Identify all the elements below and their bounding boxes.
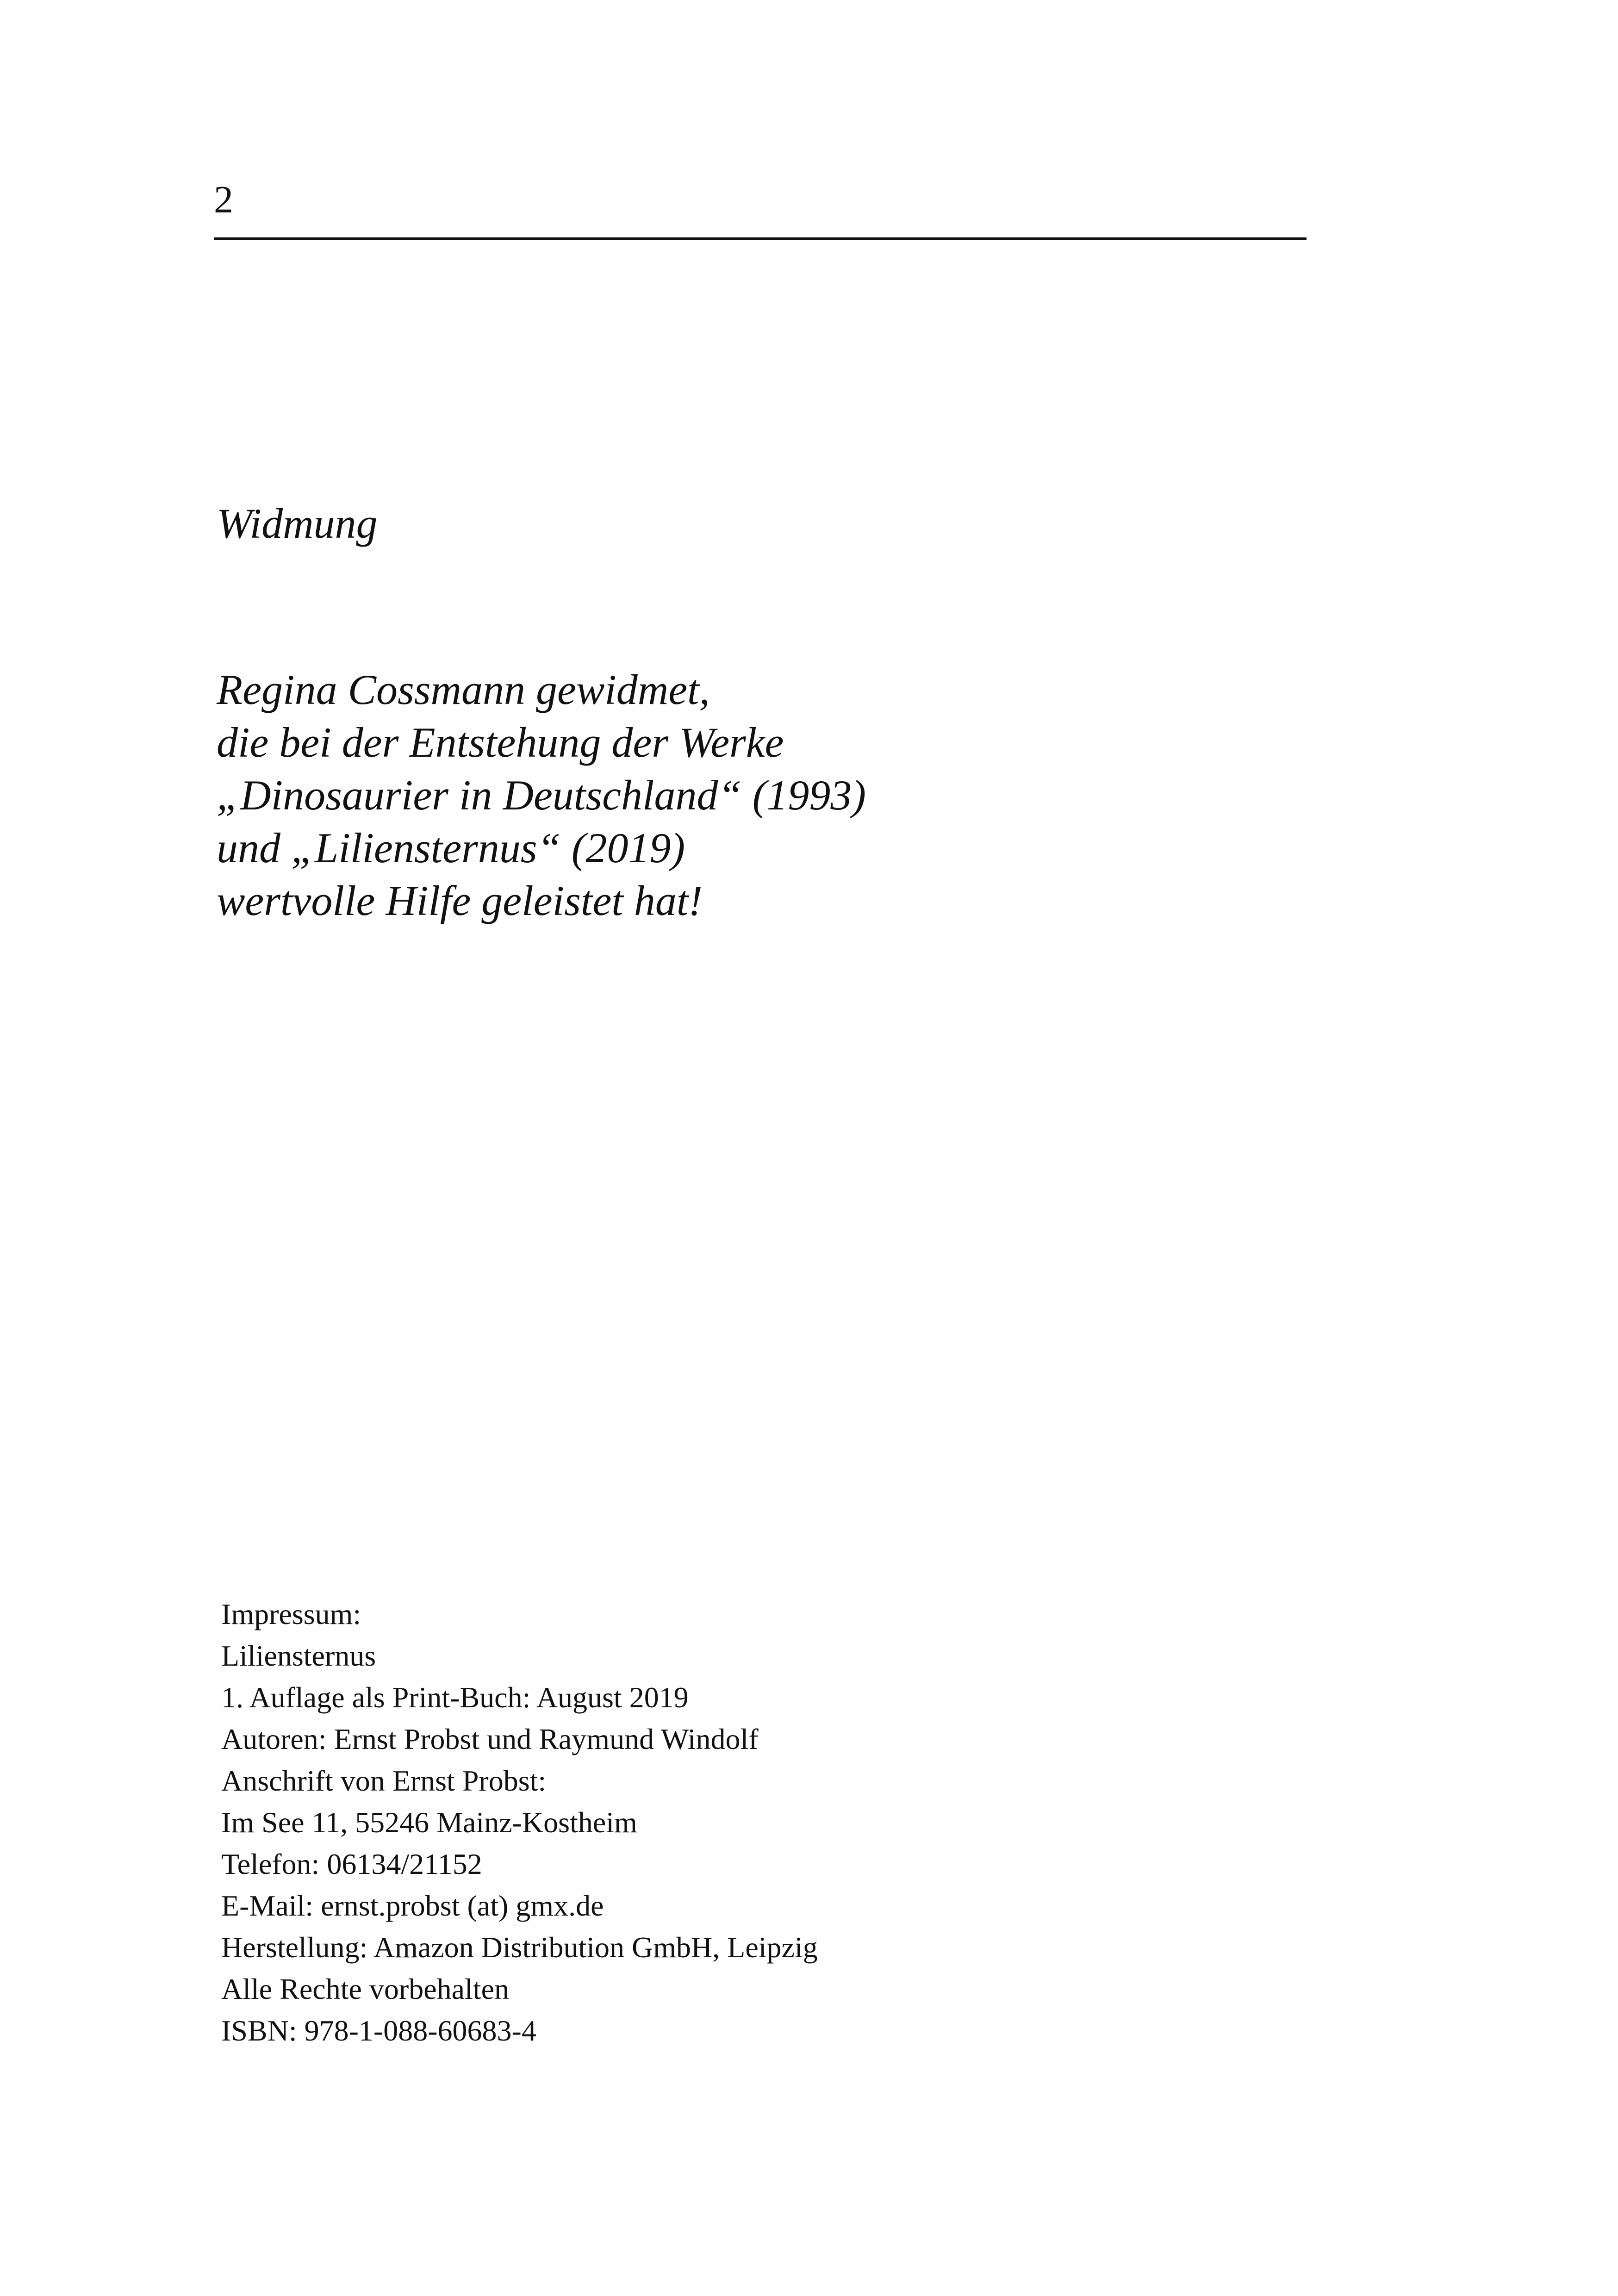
dedication-section [217, 502, 866, 932]
header-rule [214, 237, 1307, 240]
dedication-line: und „Liliensternus“ (2019) [217, 824, 685, 871]
page-number: 2 [214, 178, 233, 221]
dedication-line: die bei der Entstehung der Werke [217, 719, 784, 766]
imprint-isbn: ISBN: 978-1-088-60683-4 [221, 2014, 536, 2047]
imprint-phone: Telefon: 06134/21152 [221, 1848, 482, 1880]
imprint-email: E-Mail: ernst.probst (at) gmx.de [221, 1889, 604, 1922]
imprint-heading: Impressum: [221, 1598, 361, 1630]
imprint-production: Herstellung: Amazon Distribution GmbH, Leipzig [221, 1931, 818, 1964]
dedication-body [217, 668, 866, 932]
imprint-rights: Alle Rechte vorbehalten [221, 1972, 509, 2005]
dedication-title: Widmung [217, 500, 378, 547]
imprint-section [221, 1599, 818, 2058]
dedication-line: Regina Cossmann gewidmet, [217, 666, 710, 713]
imprint-edition: 1. Auflage als Print-Buch: August 2019 [221, 1681, 689, 1714]
imprint-address-label: Anschrift von Ernst Probst: [221, 1764, 547, 1797]
imprint-address: Im See 11, 55246 Mainz-Kostheim [221, 1806, 637, 1839]
imprint-book-title: Liliensternus [221, 1639, 376, 1672]
imprint-authors: Autoren: Ernst Probst und Raymund Windolf [221, 1723, 759, 1755]
dedication-line: „Dinosaurier in Deutschland“ (1993) [217, 772, 866, 819]
dedication-line: wertvolle Hilfe geleistet hat! [217, 877, 703, 924]
